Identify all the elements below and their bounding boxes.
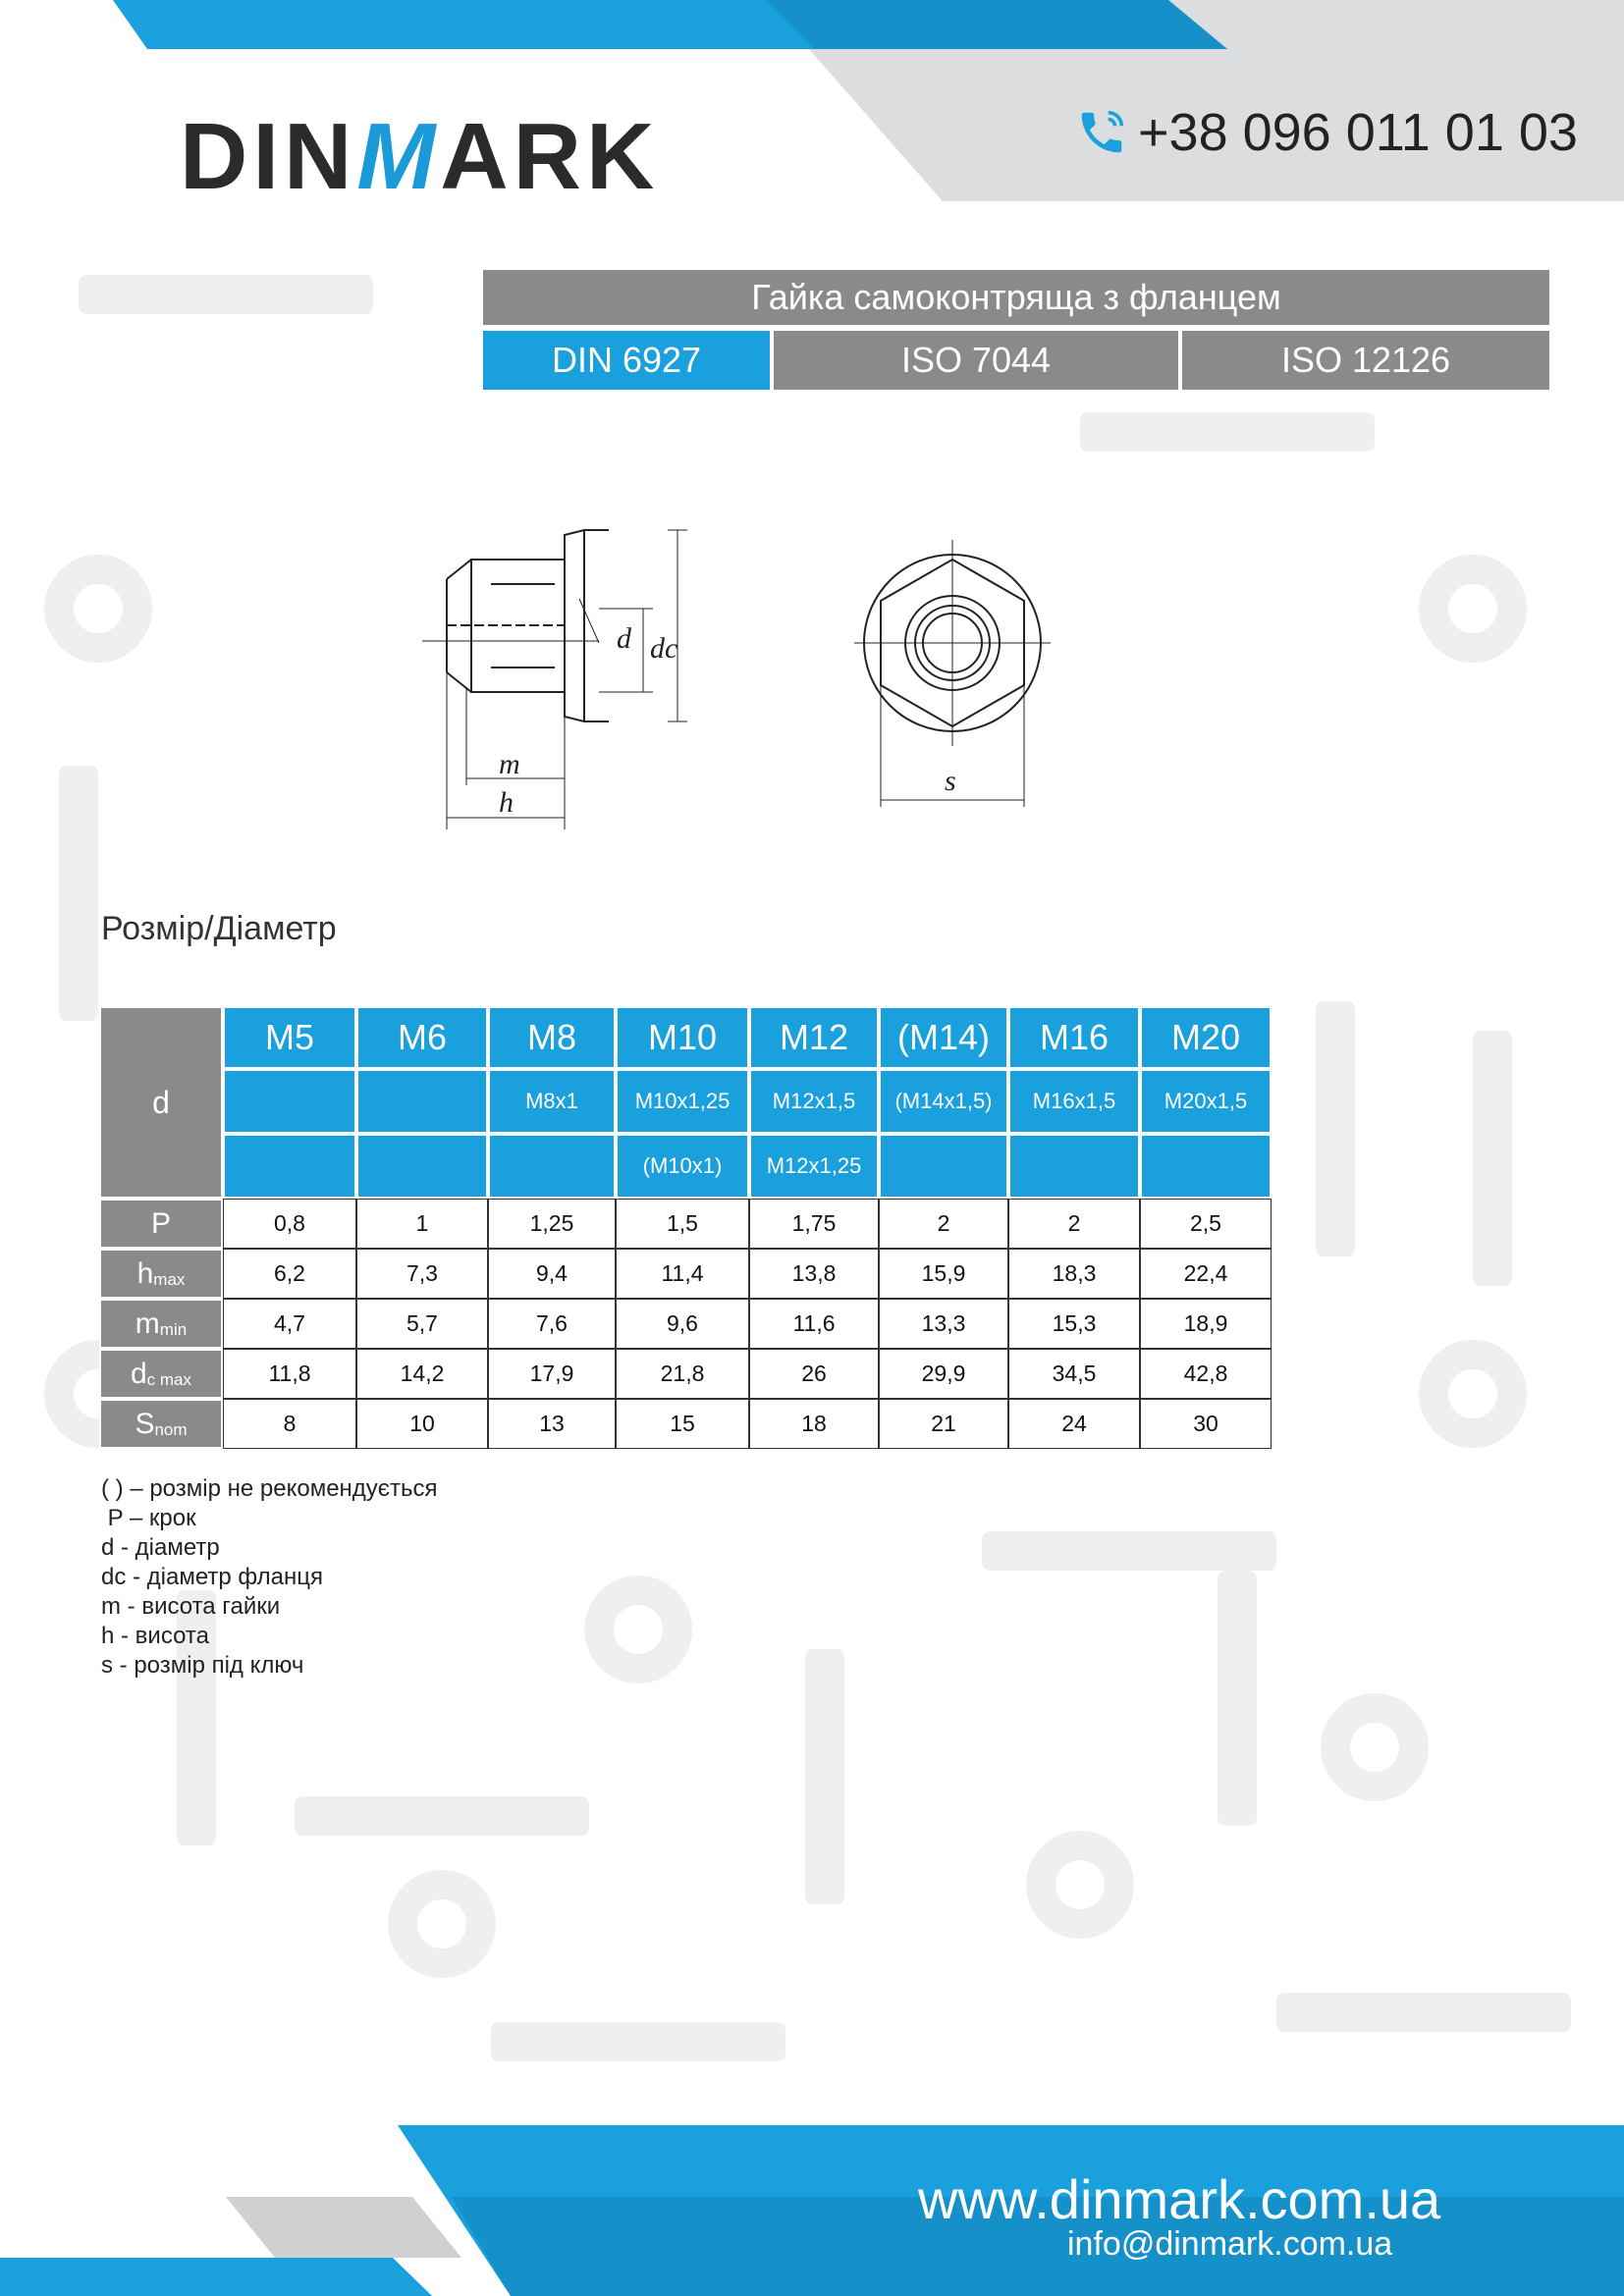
table-cell: 17,9 [488, 1349, 616, 1399]
email-link[interactable]: info@dinmark.com.ua [1067, 2225, 1393, 2263]
thread-cell: M16x1,5 [1008, 1069, 1140, 1134]
size-m12: M12 [749, 1006, 879, 1069]
thread-cell: (M10x1) [616, 1134, 749, 1199]
table-cell: 14,2 [356, 1349, 488, 1399]
table-cell: 29,9 [879, 1349, 1008, 1399]
thread-cell: M12x1,5 [749, 1069, 879, 1134]
thread-cell: M20x1,5 [1140, 1069, 1272, 1134]
note-line: s - розмір під ключ [101, 1652, 304, 1679]
thread-row-2 [99, 1134, 1272, 1199]
phone-number: +38 096 011 01 03 [1138, 103, 1578, 162]
thread-cell: M12x1,25 [749, 1134, 879, 1199]
brand-logo: DINMARK [180, 104, 660, 209]
thread-cell [223, 1069, 356, 1134]
table-cell: 22,4 [1140, 1249, 1272, 1299]
table-cell: 2 [1008, 1199, 1140, 1249]
table-cell: 1,5 [616, 1199, 749, 1249]
technical-drawing [393, 491, 1100, 844]
phone-contact[interactable] [1075, 102, 1578, 163]
dimension-labels [499, 622, 956, 819]
note-line: P – крок [101, 1505, 196, 1531]
row-header-s: $S_{nom}$ [99, 1399, 223, 1449]
table-cell: 21 [879, 1399, 1008, 1449]
row-header-p: P [99, 1199, 223, 1249]
footer-gray-stripe [226, 2197, 461, 2258]
size-m10: M10 [616, 1006, 749, 1069]
label-s: s [945, 765, 956, 797]
table-cell: 15 [616, 1399, 749, 1449]
table-cell: 15,3 [1008, 1299, 1140, 1349]
standard-iso-12126: ISO 12126 [1182, 331, 1549, 390]
standard-iso-7044: ISO 7044 [774, 331, 1178, 390]
table-cell: 18 [749, 1399, 879, 1449]
table-cell: 11,6 [749, 1299, 879, 1349]
table-cell: 10 [356, 1399, 488, 1449]
table-cell: 11,8 [223, 1349, 356, 1399]
size-m16: M16 [1008, 1006, 1140, 1069]
row-header-m: $m_{min}$ [99, 1299, 223, 1349]
size-m6: M6 [356, 1006, 488, 1069]
table-cell: 7,6 [488, 1299, 616, 1349]
label-d: d [617, 622, 631, 655]
legend-notes [101, 1474, 438, 1681]
row-header-h: $h_{max}$ [99, 1249, 223, 1299]
thread-cell [1140, 1134, 1272, 1199]
table-cell: 15,9 [879, 1249, 1008, 1299]
thread-cell [356, 1069, 488, 1134]
table-cell: 1 [356, 1199, 488, 1249]
size-row [99, 1006, 1272, 1069]
label-m: m [499, 748, 520, 780]
table-cell: 21,8 [616, 1349, 749, 1399]
standards-row [483, 331, 1549, 390]
table-row [99, 1299, 1272, 1349]
table-cell: 5,7 [356, 1299, 488, 1349]
note-line: dc - діаметр фланця [101, 1564, 323, 1590]
table-row [99, 1349, 1272, 1399]
table-cell: 34,5 [1008, 1349, 1140, 1399]
table-cell: 0,8 [223, 1199, 356, 1249]
table-cell: 18,9 [1140, 1299, 1272, 1349]
size-m5: M5 [223, 1006, 356, 1069]
table-cell: 1,75 [749, 1199, 879, 1249]
table-cell: 42,8 [1140, 1349, 1272, 1399]
size-m20: M20 [1140, 1006, 1272, 1069]
table-row [99, 1399, 1272, 1449]
table-row [99, 1199, 1272, 1249]
table-cell: 24 [1008, 1399, 1140, 1449]
table-cell: 2 [879, 1199, 1008, 1249]
product-title: Гайка самоконтряща з фланцем [483, 270, 1549, 325]
thread-cell: (M14x1,5) [879, 1069, 1008, 1134]
note-line: ( ) – розмір не рекомендується [101, 1475, 438, 1502]
thread-row-1 [99, 1069, 1272, 1134]
header-dark-stripe [766, 0, 1227, 49]
note-line: m - висота гайки [101, 1593, 281, 1620]
size-m8: M8 [488, 1006, 616, 1069]
table-cell: 6,2 [223, 1249, 356, 1299]
note-line: h - висота [101, 1623, 209, 1649]
size-m14: (M14) [879, 1006, 1008, 1069]
section-title: Розмір/Діаметр [101, 910, 337, 947]
table-cell: 9,4 [488, 1249, 616, 1299]
thread-cell: M8x1 [488, 1069, 616, 1134]
table-cell: 13,8 [749, 1249, 879, 1299]
row-header-dc: $d_{c max}$ [99, 1349, 223, 1399]
table-cell: 13,3 [879, 1299, 1008, 1349]
table-cell: 7,3 [356, 1249, 488, 1299]
table-cell: 2,5 [1140, 1199, 1272, 1249]
label-dc: dc [650, 632, 678, 665]
d-header: d [99, 1006, 223, 1199]
table-cell: 30 [1140, 1399, 1272, 1449]
thread-cell [223, 1134, 356, 1199]
table-row [99, 1249, 1272, 1299]
table-cell: 26 [749, 1349, 879, 1399]
thread-cell [488, 1134, 616, 1199]
thread-cell [356, 1134, 488, 1199]
standard-din: DIN 6927 [483, 331, 770, 390]
table-cell: 8 [223, 1399, 356, 1449]
website-link[interactable]: www.dinmark.com.ua [918, 2168, 1441, 2230]
thread-cell: M10x1,25 [616, 1069, 749, 1134]
footer-left-blue-stripe [0, 2258, 432, 2296]
table-cell: 18,3 [1008, 1249, 1140, 1299]
table-cell: 1,25 [488, 1199, 616, 1249]
side-view [422, 530, 687, 829]
spec-table [99, 1006, 1272, 1449]
table-cell: 4,7 [223, 1299, 356, 1349]
thread-cell [1008, 1134, 1140, 1199]
note-line: d - діаметр [101, 1534, 220, 1561]
phone-icon [1075, 106, 1128, 159]
label-h: h [499, 786, 514, 819]
table-cell: 11,4 [616, 1249, 749, 1299]
table-cell: 9,6 [616, 1299, 749, 1349]
table-cell: 13 [488, 1399, 616, 1449]
thread-cell [879, 1134, 1008, 1199]
